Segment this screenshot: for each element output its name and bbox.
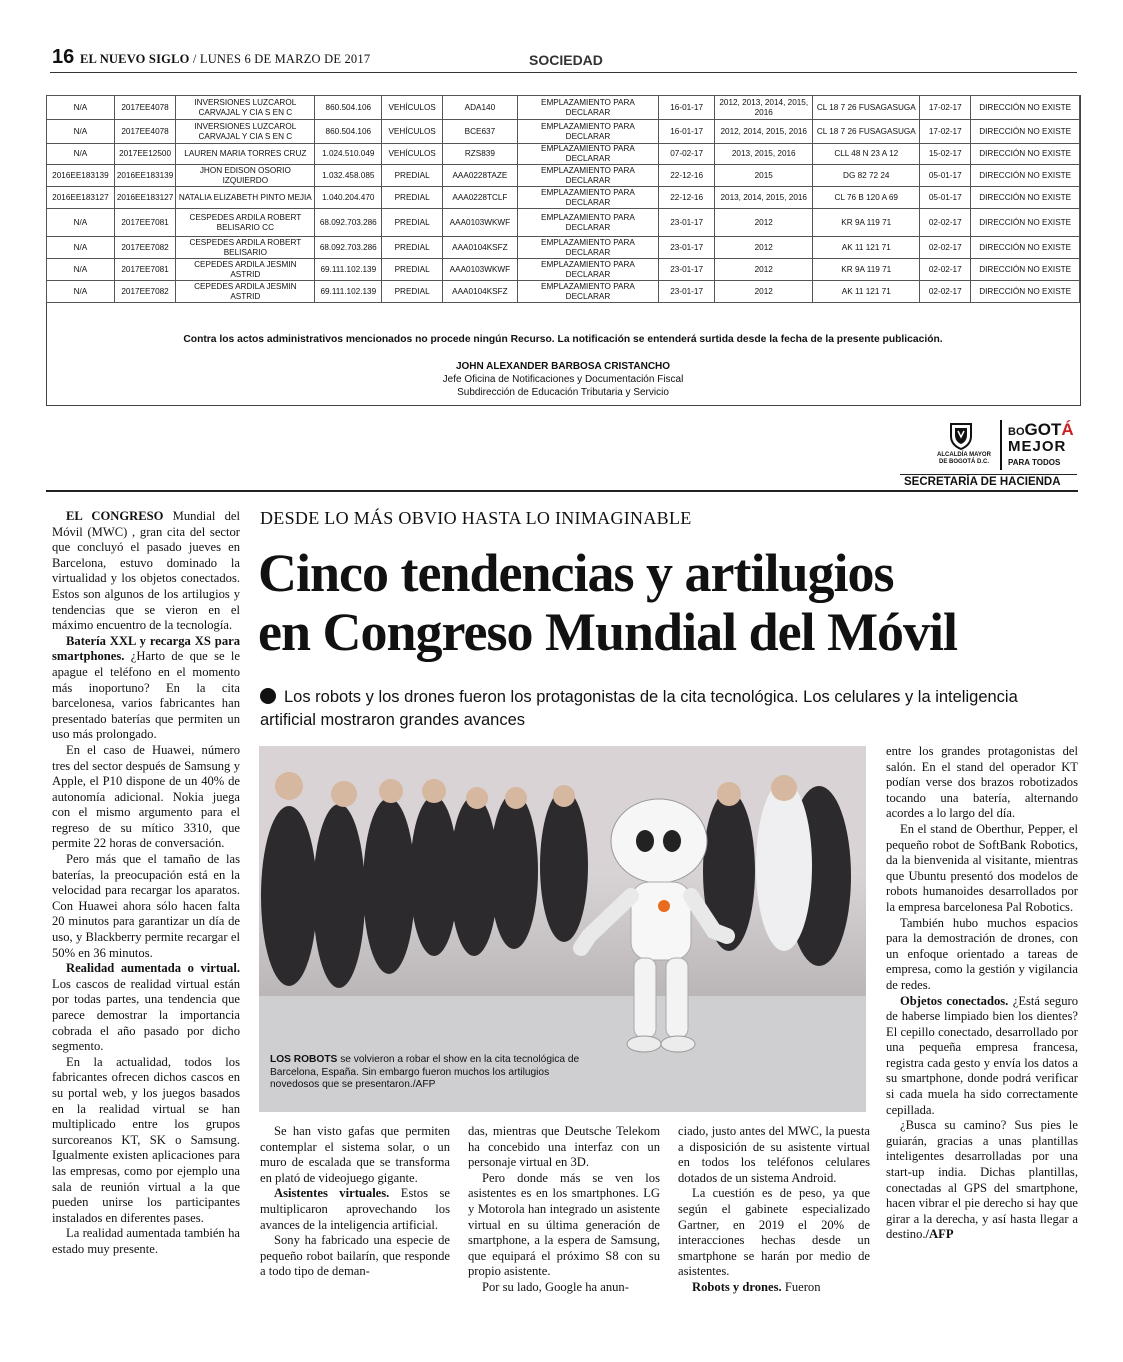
table-cell: 23-01-17 bbox=[659, 281, 715, 303]
alcaldia-line-2: DE BOGOTÁ D.C. bbox=[938, 459, 989, 465]
table-cell: ADA140 bbox=[443, 96, 518, 120]
photo-caption bbox=[270, 1054, 580, 1092]
table-row bbox=[47, 144, 1080, 165]
table-cell: CL 18 7 26 FUSAGASUGA bbox=[813, 96, 920, 120]
table-cell: 16-01-17 bbox=[659, 120, 715, 144]
table-cell: 2016EE183127 bbox=[47, 187, 115, 209]
table-cell: 2013, 2015, 2016 bbox=[715, 144, 813, 165]
table-cell: 860.504.106 bbox=[315, 96, 382, 120]
paragraph: das, mientras que Deutsche Telekom ha concebido una interfaz con un personaje virtual en 3D. bbox=[468, 1124, 660, 1170]
table-cell: DIRECCIÓN NO EXISTE bbox=[971, 144, 1080, 165]
table-cell: EMPLAZAMIENTO PARA DECLARAR bbox=[517, 144, 658, 165]
article-column-4 bbox=[678, 1124, 870, 1296]
table-cell: DIRECCIÓN NO EXISTE bbox=[971, 281, 1080, 303]
table-cell: 2017EE4078 bbox=[114, 120, 175, 144]
table-cell: VEHÍCULOS bbox=[382, 96, 443, 120]
table-cell: 02-02-17 bbox=[920, 237, 971, 259]
table-cell: 2012 bbox=[715, 259, 813, 281]
paragraph: La cuestión es de peso, ya que según el gabinete especializado Gartner, en 2019 el 20% de interacciones hechas desde un smartphone se harán por medio de asistentes. bbox=[678, 1186, 870, 1279]
paragraph: En la actualidad, todos los fabricantes ofrecen dichos cascos en su portal web, y los juegos basados en la realidad virtual se han multiplicado entre los grupos surcoreanos KT, SK o Samsung. Igualmente existen aplicaciones para las empresas, como por ejemplo una sala de reunión virtual a la que pueden unirse los participantes instalados en diferentes pases. bbox=[52, 1054, 240, 1225]
table-cell: 2012, 2013, 2014, 2015, 2016 bbox=[715, 96, 813, 120]
table-cell: CEPEDES ARDILA JESMIN ASTRID bbox=[176, 259, 315, 281]
paragraph-text: Mundial del Móvil (MWC) , gran cita del sector que concluyó el pasado jueves en Barcelona, estuvo dominado la virtualidad y los objetos conectados. Estos son algunos de los artilugios y tendencias que se vieron en el máximo encuentro de la tecnología. bbox=[52, 509, 240, 633]
table-cell: 2013, 2014, 2015, 2016 bbox=[715, 187, 813, 209]
table-cell: 2016EE183127 bbox=[114, 187, 175, 209]
bogota-logo-accent: Á bbox=[1061, 420, 1074, 439]
table-cell: EMPLAZAMIENTO PARA DECLARAR bbox=[517, 187, 658, 209]
mejor-logo-text: MEJOR bbox=[1008, 438, 1067, 455]
table-cell: AAA0228TCLF bbox=[443, 187, 518, 209]
paragraph-text: Estos se multiplicaron aprovechando los avances de la inteligencia artificial. bbox=[260, 1186, 450, 1232]
table-cell: 17-02-17 bbox=[920, 120, 971, 144]
table-cell: EMPLAZAMIENTO PARA DECLARAR bbox=[517, 165, 658, 187]
subhead: Realidad aumentada o virtual. bbox=[66, 961, 240, 976]
logo-divider bbox=[1000, 420, 1002, 470]
table-cell: PREDIAL bbox=[382, 165, 443, 187]
caption-lead: LOS ROBOTS bbox=[270, 1054, 338, 1065]
table-cell: PREDIAL bbox=[382, 209, 443, 237]
table-cell: EMPLAZAMIENTO PARA DECLARAR bbox=[517, 120, 658, 144]
table-cell: 02-02-17 bbox=[920, 281, 971, 303]
table-cell: BCE637 bbox=[443, 120, 518, 144]
table-cell: 2012 bbox=[715, 281, 813, 303]
table-cell: 69.111.102.139 bbox=[315, 259, 382, 281]
table-cell: AAA0103WKWF bbox=[443, 209, 518, 237]
title-line-1: Cinco tendencias y artilugios bbox=[258, 543, 894, 603]
paragraph: Sony ha fabricado una especie de pequeño robot bailarín, que responde a todo tipo de deman- bbox=[260, 1233, 450, 1279]
subtitle-text: Los robots y los drones fueron los protagonistas de la cita tecnológica. Los celulares y la inteligencia artificial mostraron grandes avances bbox=[260, 688, 1018, 729]
coat-of-arms-icon bbox=[948, 422, 974, 450]
signatory-name: JOHN ALEXANDER BARBOSA CRISTANCHO bbox=[455, 361, 671, 372]
newspaper-dateline bbox=[80, 52, 370, 67]
table-cell: 2012, 2014, 2015, 2016 bbox=[715, 120, 813, 144]
secretaria-label: SECRETARÍA DE HACIENDA bbox=[904, 476, 1061, 488]
subhead: Batería XXL y recarga XS para smartphones. bbox=[52, 633, 240, 664]
divider bbox=[900, 474, 1077, 475]
table-cell: 2017EE7082 bbox=[114, 237, 175, 259]
table-cell: 1.032.458.085 bbox=[315, 165, 382, 187]
table-row bbox=[47, 281, 1080, 303]
table-cell: 02-02-17 bbox=[920, 259, 971, 281]
table-cell: 1.040.204.470 bbox=[315, 187, 382, 209]
table-row bbox=[47, 237, 1080, 259]
table-cell: KR 9A 119 71 bbox=[813, 209, 920, 237]
table-row bbox=[47, 209, 1080, 237]
alcaldia-text bbox=[930, 452, 998, 466]
title-line-2: en Congreso Mundial del Móvil bbox=[258, 602, 958, 662]
table-cell: DG 82 72 24 bbox=[813, 165, 920, 187]
table-cell: RZS839 bbox=[443, 144, 518, 165]
table-cell: CLL 48 N 23 A 12 bbox=[813, 144, 920, 165]
table-cell: CESPEDES ARDILA ROBERT BELISARIO bbox=[176, 237, 315, 259]
table-cell: DIRECCIÓN NO EXISTE bbox=[971, 96, 1080, 120]
table-cell: LAUREN MARIA TORRES CRUZ bbox=[176, 144, 315, 165]
subhead: Asistentes virtuales. bbox=[274, 1186, 390, 1201]
table-cell: 22-12-16 bbox=[659, 187, 715, 209]
paragraph: ciado, justo antes del MWC, la puesta a disposición de su asistente virtual en todos los teléfonos celulares dotados de un sistema Android. bbox=[678, 1124, 870, 1185]
paragraph-text: Fueron bbox=[781, 1279, 821, 1294]
paragraph bbox=[886, 1118, 1078, 1243]
table-cell: CL 76 B 120 A 69 bbox=[813, 187, 920, 209]
table-cell: N/A bbox=[47, 120, 115, 144]
table-row bbox=[47, 187, 1080, 209]
paragraph-text: Los cascos de realidad virtual están por todas partes, una tendencia que parece demostrar la importancia cobrada el año pasado por dicho segmento. bbox=[52, 976, 240, 1054]
table-row bbox=[47, 96, 1080, 120]
issue-date: / LUNES 6 DE MARZO DE 2017 bbox=[192, 52, 371, 66]
table-cell: CESPEDES ARDILA ROBERT BELISARIO CC bbox=[176, 209, 315, 237]
table-cell: PREDIAL bbox=[382, 237, 443, 259]
table-cell: 2015 bbox=[715, 165, 813, 187]
table-cell: CEPEDES ARDILA JESMIN ASTRID bbox=[176, 281, 315, 303]
table-cell: AAA0104KSFZ bbox=[443, 237, 518, 259]
paragraph bbox=[886, 994, 1078, 1119]
table-cell: 2017EE12500 bbox=[114, 144, 175, 165]
paragraph: Pero donde más se ven los asistentes es en los smartphones. LG y Motorola han integrado un asistente virtual en su última generación de smartphone, a la espera de Samsung, que equipará el próximo S8 con su propio asistente. bbox=[468, 1170, 660, 1279]
article-column-3 bbox=[468, 1124, 660, 1296]
table-cell: 860.504.106 bbox=[315, 120, 382, 144]
table-cell: EMPLAZAMIENTO PARA DECLARAR bbox=[517, 259, 658, 281]
table-cell: EMPLAZAMIENTO PARA DECLARAR bbox=[517, 237, 658, 259]
table-row bbox=[47, 120, 1080, 144]
signatory-title: Jefe Oficina de Notificaciones y Documentación Fiscal bbox=[442, 374, 684, 385]
table-row bbox=[47, 259, 1080, 281]
bogota-logo-part-2: GOT bbox=[1024, 420, 1062, 439]
subhead: Robots y drones. bbox=[692, 1279, 782, 1294]
table-cell: 17-02-17 bbox=[920, 96, 971, 120]
paragraph bbox=[260, 1186, 450, 1233]
table-cell: 22-12-16 bbox=[659, 165, 715, 187]
signatory-office: Subdirección de Educación Tributaria y Servicio bbox=[457, 387, 669, 398]
table-cell: 2012 bbox=[715, 209, 813, 237]
table-cell: 2017EE7082 bbox=[114, 281, 175, 303]
table-cell: 2017EE7081 bbox=[114, 209, 175, 237]
table-cell: N/A bbox=[47, 96, 115, 120]
table-cell: JHON EDISON OSORIO IZQUIERDO bbox=[176, 165, 315, 187]
bogota-logo-part-1: BO bbox=[1008, 426, 1025, 438]
article-kicker: DESDE LO MÁS OBVIO HASTA LO INIMAGINABLE bbox=[260, 508, 692, 528]
table-cell: DIRECCIÓN NO EXISTE bbox=[971, 187, 1080, 209]
table-cell: DIRECCIÓN NO EXISTE bbox=[971, 120, 1080, 144]
table-cell: N/A bbox=[47, 209, 115, 237]
paragraph bbox=[52, 509, 240, 634]
table-cell: 2016EE183139 bbox=[114, 165, 175, 187]
article-title bbox=[258, 544, 957, 662]
paragraph bbox=[52, 634, 240, 743]
table-cell: 2016EE183139 bbox=[47, 165, 115, 187]
table-cell: DIRECCIÓN NO EXISTE bbox=[971, 259, 1080, 281]
article-subtitle bbox=[260, 686, 1060, 732]
table-cell: VEHÍCULOS bbox=[382, 120, 443, 144]
notification-table bbox=[46, 95, 1080, 303]
para-todos-text: PARA TODOS bbox=[1008, 458, 1061, 467]
signature-block bbox=[46, 360, 1080, 399]
paragraph: Se han visto gafas que permiten contemplar el sistema solar, o un muro de escalada que se transforma en plató de videojuego gigante. bbox=[260, 1124, 450, 1185]
newspaper-name: EL NUEVO SIGLO bbox=[80, 52, 190, 66]
paragraph bbox=[52, 961, 240, 1055]
table-cell: 02-02-17 bbox=[920, 209, 971, 237]
notice-footer: Contra los actos administrativos mencionados no procede ningún Recurso. La notificación se entenderá surtida desde la fecha de la presente publicación. bbox=[183, 334, 943, 345]
table-cell: KR 9A 119 71 bbox=[813, 259, 920, 281]
table-cell: AK 11 121 71 bbox=[813, 237, 920, 259]
table-cell: N/A bbox=[47, 144, 115, 165]
table-cell: VEHÍCULOS bbox=[382, 144, 443, 165]
paragraph-text: ¿Harto de que se le apague el teléfono en el momento más inoportuno? En la cita barcelonesa, varios fabricantes han presentado baterías que permiten un uso más prolongado. bbox=[52, 649, 240, 742]
table-cell: AAA0228TAZE bbox=[443, 165, 518, 187]
table-cell: 2017EE4078 bbox=[114, 96, 175, 120]
table-cell: 23-01-17 bbox=[659, 237, 715, 259]
article-column-2 bbox=[260, 1124, 450, 1280]
table-cell: 2012 bbox=[715, 237, 813, 259]
table-cell: AAA0104KSFZ bbox=[443, 281, 518, 303]
lead-in: EL CONGRESO bbox=[66, 509, 164, 523]
table-cell: 2017EE7081 bbox=[114, 259, 175, 281]
table-cell: N/A bbox=[47, 237, 115, 259]
table-cell: 15-02-17 bbox=[920, 144, 971, 165]
table-cell: DIRECCIÓN NO EXISTE bbox=[971, 165, 1080, 187]
table-cell: DIRECCIÓN NO EXISTE bbox=[971, 209, 1080, 237]
page-number: 16 bbox=[52, 46, 75, 68]
bullet-icon bbox=[260, 688, 276, 704]
paragraph: Pero más que el tamaño de las baterías, la preocupación está en la velocidad para recargar los aparatos. Con Huawei ahora sólo hacen falta 20 minutos para garantizar un día de uso, y Blackberry permite recargar el 50% en 36 minutos. bbox=[52, 852, 240, 960]
table-cell: 05-01-17 bbox=[920, 165, 971, 187]
table-cell: 23-01-17 bbox=[659, 259, 715, 281]
table-cell: AAA0103WKWF bbox=[443, 259, 518, 281]
table-cell: PREDIAL bbox=[382, 281, 443, 303]
paragraph: En el stand de Oberthur, Pepper, el pequeño robot de SoftBank Robotics, da la bienvenida al visitante, mientras que Ubuntu presentó dos modelos de robots humanoides desarrollados por la empresa barcelonesa Pal Robotics. bbox=[886, 821, 1078, 914]
table-cell: 1.024.510.049 bbox=[315, 144, 382, 165]
paragraph-text: ¿Busca su camino? Sus pies le guiarán, gracias a unas plantillas inteligentes desarrolladas por una start-up india. Dichas plantillas, conectadas al GPS del smartphone, hacen vibrar el pie derecho si hay que girar a la derecha, y así hasta llegar a destino. bbox=[886, 1118, 1078, 1242]
table-row bbox=[47, 165, 1080, 187]
table-cell: 07-02-17 bbox=[659, 144, 715, 165]
subhead: Objetos conectados. bbox=[900, 993, 1009, 1008]
table-cell: INVERSIONES LUZCAROL CARVAJAL Y CIA S EN C bbox=[176, 120, 315, 144]
table-cell: 68.092.703.286 bbox=[315, 237, 382, 259]
table-cell: 68.092.703.286 bbox=[315, 209, 382, 237]
byline: /AFP bbox=[925, 1227, 954, 1242]
article-column-1 bbox=[52, 509, 240, 1258]
table-cell: EMPLAZAMIENTO PARA DECLARAR bbox=[517, 209, 658, 237]
table-cell: N/A bbox=[47, 281, 115, 303]
paragraph: También hubo muchos espacios para la demostración de drones, con un enfoque orientado a tareas de empresa, como la gestión y vigilancia de redes. bbox=[886, 915, 1078, 992]
table-cell: PREDIAL bbox=[382, 187, 443, 209]
table-cell: CL 18 7 26 FUSAGASUGA bbox=[813, 120, 920, 144]
paragraph bbox=[678, 1280, 870, 1296]
alcaldia-line-1: ALCALDÍA MAYOR bbox=[937, 452, 991, 458]
article-column-5 bbox=[886, 744, 1078, 1243]
section-name: SOCIEDAD bbox=[529, 52, 603, 68]
table-cell: 16-01-17 bbox=[659, 96, 715, 120]
paragraph: entre los grandes protagonistas del salón. En el stand del operador KT podían verse dos brazos robotizados tocando una batería, alternando acordes a lo largo del día. bbox=[886, 744, 1078, 821]
table-cell: 23-01-17 bbox=[659, 209, 715, 237]
table-cell: INVERSIONES LUZCAROL CARVAJAL Y CIA S EN C bbox=[176, 96, 315, 120]
paragraph: Por su lado, Google ha anun- bbox=[482, 1279, 629, 1294]
table-cell: DIRECCIÓN NO EXISTE bbox=[971, 237, 1080, 259]
table-cell: AK 11 121 71 bbox=[813, 281, 920, 303]
paragraph-text: ¿Está seguro de haberse limpiado bien los dientes? El cepillo conectado, desarrollado por una pequeña empresa francesa, registra cada gesto y envía los datos a su smartphone, donde podrá verificar si cada muela ha sido correctamente cepillada. bbox=[886, 993, 1078, 1117]
table-cell: EMPLAZAMIENTO PARA DECLARAR bbox=[517, 96, 658, 120]
divider bbox=[46, 490, 1078, 492]
paragraph: En el caso de Huawei, número tres del sector después de Samsung y Apple, el P10 dispone de un 40% de autonomía adicional. Nokia juega con el mismo argumento para el regreso de su mítico 3310, que permite 22 horas de conversación. bbox=[52, 742, 240, 851]
table-cell: N/A bbox=[47, 259, 115, 281]
table-cell: 05-01-17 bbox=[920, 187, 971, 209]
caption-text: se volvieron a robar el show en la cita tecnológica de Barcelona, España. Sin embargo fueron muchos los artilugios novedosos que se presentaron./AFP bbox=[270, 1054, 580, 1091]
table-cell: EMPLAZAMIENTO PARA DECLARAR bbox=[517, 281, 658, 303]
table-cell: NATALIA ELIZABETH PINTO MEJIA bbox=[176, 187, 315, 209]
table-cell: PREDIAL bbox=[382, 259, 443, 281]
table-cell: 69.111.102.139 bbox=[315, 281, 382, 303]
paragraph: La realidad aumentada también ha estado muy presente. bbox=[52, 1226, 240, 1256]
